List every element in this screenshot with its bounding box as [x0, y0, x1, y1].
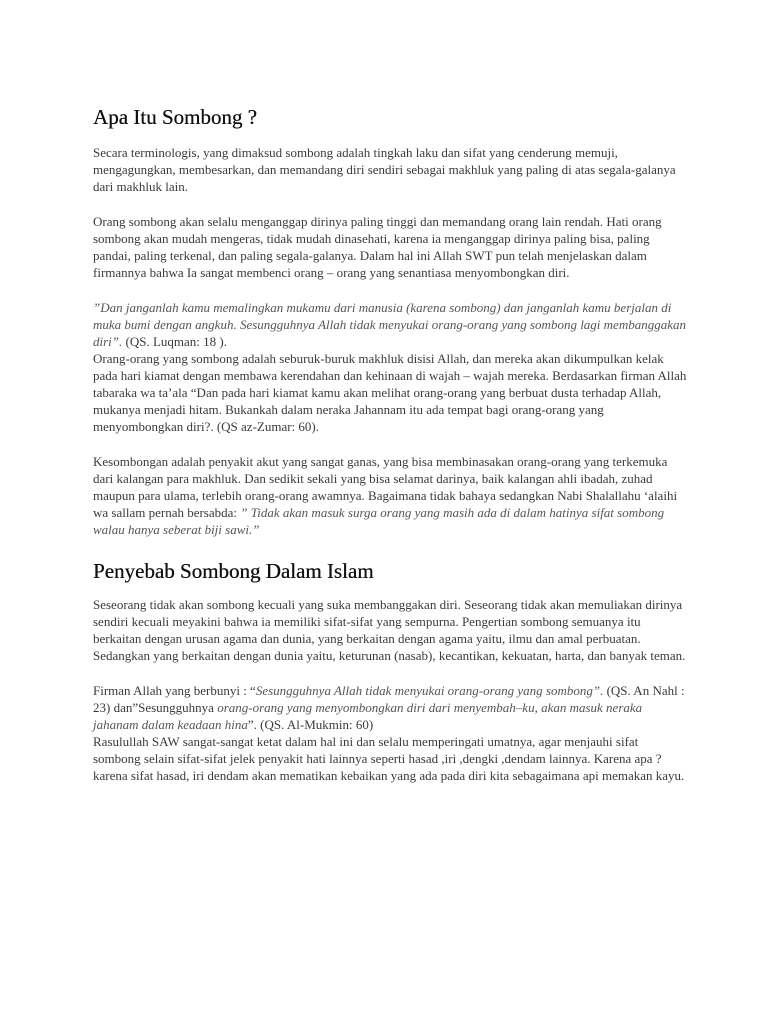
heading-penyebab-sombong: Penyebab Sombong Dalam Islam: [93, 559, 374, 583]
paragraph-kesombongan: [93, 453, 688, 538]
heading-apa-itu-sombong: Apa Itu Sombong ?: [93, 105, 257, 129]
ref-luqman: (QS. Luqman: 18 ).: [122, 334, 227, 349]
ref-al-mukmin: ”. (QS. Al-Mukmin: 60): [247, 717, 374, 732]
paragraph-quran-luqman: [93, 299, 688, 435]
paragraph-definition: Secara terminologis, yang dimaksud sombong adalah tingkah laku dan sifat yang cenderung memuji, mengagungkan, membesarkan, dan memandang diri sendiri sebagai makhluk yang paling di atas segala-galanya dari makhluk lain.: [93, 145, 676, 194]
paragraph-penyebab: Seseorang tidak akan sombong kecuali yang suka membanggakan diri. Seseorang tidak akan memuliakan dirinya sendiri kecuali meyakini bahwa ia memiliki sifat-sifat yang sempurna. Pengertian sombong semuanya itu berkaitan dengan urusan agama dan dunia, yang berkaitan dengan agama yaitu, ilmu dan amal perbuatan. Sedangkan yang berkaitan dengan dunia yaitu, keturunan (nasab), kecantikan, kekuatan, harta, dan banyak teman.: [93, 597, 686, 663]
paragraph-orang-sombong: Orang sombong akan selalu menganggap dirinya paling tinggi dan memandang orang lain rendah. Hati orang sombong akan mudah mengeras, tidak mudah dinasehati, karena ia menganggap dirinya paling bisa, paling pandai, paling terkenal, dan paling segala-galanya. Dalam hal ini Allah SWT pun telah menjelaskan dalam firmannya bahwa Ia sangat membenci orang – orang yang senantiasa menyombongkan diri.: [93, 214, 662, 280]
text-firman-intro: Firman Allah yang berbunyi : “: [93, 683, 256, 698]
quote-luqman: ”Dan janganlah kamu memalingkan mukamu dari manusia (karena sombong) dan janganlah kamu berjalan di muka bumi dengan angkuh. Sesungguhnya Allah tidak menyukai orang-orang yang sombong lagi membanggakan diri”.: [93, 300, 686, 349]
quote-an-nahl: Sesungguhnya Allah tidak menyukai orang-orang yang sombong”.: [255, 683, 604, 698]
quote-hadith: ” Tidak akan masuk surga orang yang masih ada di dalam hatinya sifat sombong walau hanya seberat biji sawi.”: [93, 505, 665, 537]
paragraph-firman-allah: [93, 682, 688, 784]
quote-al-mukmin: orang-orang yang menyombongkan diri dari menyembah–ku, akan masuk neraka jahanam dalam keadaan hina: [93, 700, 643, 732]
ref-an-nahl: (QS. An Nahl : 23) dan”Sesungguhnya: [93, 683, 685, 715]
text-kesombongan: Kesombongan adalah penyakit akut yang sangat ganas, yang bisa membinasakan orang-orang yang terkemuka dari kalangan para makhluk. Dan sedikit sekali yang bisa selamat darinya, baik kalangan ahli ibadah, zuhad maupun para ulama, terlebih orang-orang awamnya. Bagaimana tidak bahaya sedangkan Nabi Shalallahu ‘alaihi wa sallam pernah bersabda:: [93, 454, 678, 520]
text-seburuk-makhluk: Orang-orang yang sombong adalah seburuk-buruk makhluk disisi Allah, dan mereka akan dikumpulkan kelak pada hari kiamat dengan membawa kerendahan dan kehinaan di wajah – wajah mereka. Berdasarkan firman Allah tabaraka wa ta’ala “Dan pada hari kiamat kamu akan melihat orang-orang yang berbuat dusta terhadap Allah, mukanya menjadi hitam. Bukankah dalam neraka Jahannam itu ada tempat bagi orang-orang yang menyombongkan diri?. (QS az-Zumar: 60).: [93, 351, 687, 434]
text-rasulullah: Rasulullah SAW sangat-sangat ketat dalam hal ini dan selalu memperingati umatnya, agar menjauhi sifat sombong selain sifat-sifat jelek penyakit hati lainnya seperti hasad ,iri ,dengki ,dendam lainnya. Karena apa ? karena sifat hasad, iri dendam akan mematikan kebaikan yang ada pada diri kita sebagaimana api memakan kayu.: [93, 734, 685, 783]
